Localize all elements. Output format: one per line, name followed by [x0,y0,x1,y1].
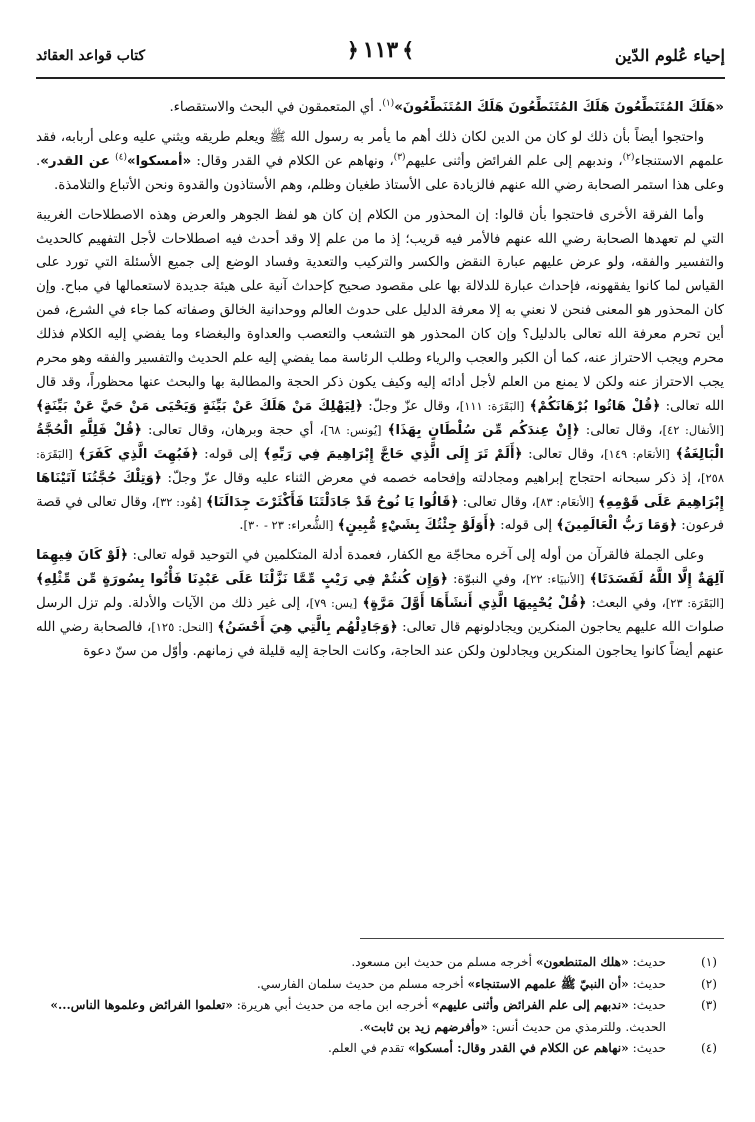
verse-reference: [البَقَرَة: ٢٣] [665,596,724,611]
text: ، وندبهم إلى علم الفرائض وأثنى عليهم [405,153,623,169]
verse-reference: [النحل: ١٢٥] [151,620,213,635]
ornament-icon: ﴿ [347,38,359,62]
text: . أي المتعمقون في البحث والاستقصاء. [169,100,383,115]
text: ، وقال عزّ وجلّ: [368,398,460,414]
footnote-separator [360,938,724,939]
text: إلى قوله: [500,518,553,534]
quran-verse: ﴿وَتِلْكَ حُجَّتُنَا آتَيْنَاهَا إِبْرَاهِيمَ عَلَى قَوْمِهِ﴾ [36,470,724,510]
footnote [36,974,724,996]
running-title: إحياء عُلوم الدّين [614,46,725,65]
footnote [36,1038,724,1060]
text: . وعلى هذا استمر الصحابة رضي الله عنهم فالزيادة على الأستاذ طغيان وظلم، وهم الأستاذون والقدوة ونحن الأتباع والتلامذة. [36,153,724,193]
footnote-ref: (٢) [622,152,635,163]
verse-reference: [البَقَرَة: ١١١] [459,398,525,413]
text: وعلى الجملة فالقرآن من أوله إلى آخره محاجّة مع الكفار، فعمدة أدلة المتكلمين في التوحيد قوله تعالى: [132,548,704,564]
hadith-quote: «ندبهم إلى علم الفرائض وأثنى عليهم» [431,998,629,1012]
text: الحديث. وللترمذي من حديث أنس: [491,1019,666,1034]
hadith-quote: «وأفرضهم زيد بن ثابت» [363,1019,488,1034]
quran-verse: ﴿قَالُوا يَا نُوحُ قَدْ جَادَلْتَنَا فَأَكْثَرْتَ جِدَالَنَا﴾ [205,494,459,510]
text: وأما الفرقة الأخرى فاحتجوا بأن قالوا: إن المحذور من الكلام إن كان هو لفظ الجوهر والعرض وهذه الاصطلاحات الغريبة التي لم تعهدها الصحابة رضي الله عنهم فالأمر فيه قريب؛ إذ ما من علم إلا وقد أحدث فيه اصطلاحات لأجل التفهيم كالحديث والتفسير والفقه، ولو عرض عليهم عبارة النقض والكسر والتركيب والتعدية وفساد الوضع إلى جميع الأسئلة التي تورد على القياس لما كانوا يفقهونه، فإحداث عبارة للدلالة بها على مقصود صحيح كإحداث آنية على هيئة جديدة لاستعمالها في مباح. وإن كان المحذور هو المعنى فنحن لا نعني به إلا معرفة الدليل على حدوث العالم ووحدانية الخالق وصفاته كما جاء في الشرع، فمن أين تحرم معرفة الله تعالى بالدليل؟ وإن كان المحذور هو التشعب والتعصب والعداوة والبغضاء وما يفضي إليه الكلام فذلك محرم ويجب الاحتراز عنه، كما أن الكبر والعجب والرياء وطلب الرئاسة مما يفضي إليه علم الحديث والتفسير والفقه وهو محرم يجب الاحتراز عنه ولكن لا يمنع من العلم لأجل أدائه إليه وكيف يكون ذكر الحجة والمطالبة بها والبحث عنها محظوراً، وقد قال الله تعالى: [36,207,724,414]
page-number-value: ١١٣ [362,37,399,63]
quran-verse: ﴿فَبُهِتَ الَّذِي كَفَرَ﴾ [78,446,199,462]
quran-verse: ﴿وَجَادِلْهُم بِالَّتِي هِيَ أَحْسَنُ﴾ [217,620,398,636]
footnote-number: (٢) [700,976,718,991]
footnote-ref: (٣) [393,152,406,163]
quran-verse: ﴿قُلْ يُحْيِيهَا الَّذِي أَنشَأَهَا أَوَّلَ مَرَّةٍ﴾ [362,596,587,612]
hadith-quote: عن القدر» [40,153,110,169]
text: ، إلى غير ذلك من الآيات والأدلة. ولم تزل الرسل صلوات الله عليهم يحاجون المنكرين ويجادلونهم قال تعالى: [36,596,724,636]
text: حديث: [632,1041,666,1055]
quran-verse: ﴿إِنْ عِندَكُم مِّن سُلْطَانٍ بِهَذَا﴾ [387,422,580,438]
hadith-quote: «نهاهم عن الكلام في القدر وقال: أمسكوا» [408,1041,629,1055]
text: ، فالصحابة رضي الله عنهم أيضاً كانوا يحاجون المنكرين ويجادلون ولكن عند الحاجة، وكانت الحاجة إليه قليلة في زمانهم. وأوّل من سنّ دعوة [36,620,724,659]
quran-verse: ﴿قُلْ فَلِلَّهِ الْحُجَّةُ الْبَالِغَةُ﴾ [36,422,724,462]
text: ، وفي النبوّة: [453,572,526,588]
verse-reference: [الأنعَام: ٨٣] [535,494,594,509]
text: ، وقال تعالى في قصة فرعون: [36,494,724,534]
verse-reference: [البَقَرَة: ٢٥٨] [36,446,724,485]
verse-reference: [الأنبيَاء: ٢٢] [525,572,585,587]
text: . [359,1019,364,1034]
verse-reference: [الأنفال: ٤٢] [662,422,724,437]
text: أخرجه مسلم من حديث سلمان الفارسي. [256,976,464,991]
hadith-quote: «هلك المتنطعون» [535,955,629,969]
footnote-number: (١) [700,955,718,969]
page-header [36,34,725,90]
hadith-quote: «أمسكوا» [127,153,192,169]
page-number [343,37,418,63]
text: حديث: [632,998,666,1012]
text: حديث: [632,976,666,991]
text: ، إذ ذكر سبحانه احتجاج إبراهيم ومجادلته وإفحامه خصمه في معرض الثناء عليه وقال عزّ وجلّ: [167,470,701,486]
hadith-quote: «هَلَكَ المُتَنَطِّعُونَ هَلَكَ المُتَنَطِّعُونَ هَلَكَ المُتَنَطِّعُونَ» [394,100,724,115]
text: ، وقال تعالى: [462,494,536,510]
paragraph [36,126,724,198]
text: . [239,518,244,534]
header-rule [36,77,725,79]
text: ، وقال تعالى: [585,422,663,438]
text: ، وقال تعالى: [528,446,605,462]
footnote-ref: (١) [382,98,395,109]
text: إلى قوله: [204,446,258,462]
quran-verse: ﴿لِيَهْلِكَ مَنْ هَلَكَ عَنْ بَيِّنَةٍ وَيَحْيَى مَنْ حَيَّ عَنْ بَيِّنَةٍ﴾ [36,398,363,414]
footnotes [36,952,724,1060]
verse-reference: [يُونس: ٦٨] [323,422,382,437]
quran-verse: ﴿أَوَلَوْ جِئْتُكَ بِشَيْءٍ مُّبِينٍ﴾ [337,518,496,534]
text: حديث: [632,955,666,969]
footnote [36,995,724,1038]
quran-verse: ﴿لَوْ كَانَ فِيهِمَا آلِهَةٌ إِلَّا اللَّهُ لَفَسَدَتَا﴾ [36,548,724,588]
hadith-quote: «تعلموا الفرائض وعلموها الناس...» [50,998,233,1012]
text: أخرجه ابن ماجه من حديث أبي هريرة: [236,998,428,1012]
text: تقدم في العلم. [327,1041,405,1055]
paragraph [36,544,724,664]
text: أخرجه مسلم من حديث ابن مسعود. [351,955,532,969]
paragraph [36,96,724,120]
footnote-number: (٣) [700,998,718,1012]
chapter-title: كتاب قواعد العقائد [36,48,146,64]
text: ، وفي البعث: [591,596,666,612]
footnote-ref: (٤) [115,152,128,163]
ornament-icon: ﴾ [402,38,414,62]
text: واحتجوا أيضاً بأن ذلك لو كان من الدين لكان ذلك أهم ما يأمر به رسول الله ﷺ ويعلم طريقه ويثني عليه وعلى أربابه، فقد علمهم الاستنجاء [36,129,724,169]
quran-verse: ﴿وَمَا رَبُّ الْعَالَمِينَ﴾ [556,518,678,534]
verse-reference: [الأنعَام: ١٤٩] [604,446,670,461]
footnote-number: (٤) [700,1041,718,1055]
paragraph [36,204,724,539]
verse-reference: [يس: ٧٩] [309,596,358,611]
quran-verse: ﴿أَلَمْ تَرَ إِلَى الَّذِي حَاجَّ إِبْرَاهِيمَ فِي رَبِّهِ﴾ [263,446,523,462]
text: ، أي حجة وبرهان، وقال تعالى: [147,422,324,438]
verse-reference: [الشُّعراء: ٢٣ - ٣٠] [243,518,334,533]
footnote [36,952,724,974]
quran-verse: ﴿قُلْ هَاتُوا بُرْهَانَكُمْ﴾ [529,398,661,414]
text: ، ونهاهم عن الكلام في القدر وقال: [196,153,394,169]
main-text [36,96,724,926]
verse-reference: [هُود: ٣٢] [155,494,202,509]
quran-verse: ﴿وَإِن كُنتُمْ فِي رَيْبٍ مِّمَّا نَزَّلْنَا عَلَى عَبْدِنَا فَأْتُوا بِسُورَةٍ مِّن مِّثْلِهِ﴾ [36,572,448,588]
hadith-quote: «أن النبيّ ﷺ علمهم الاستنجاء» [467,976,629,991]
